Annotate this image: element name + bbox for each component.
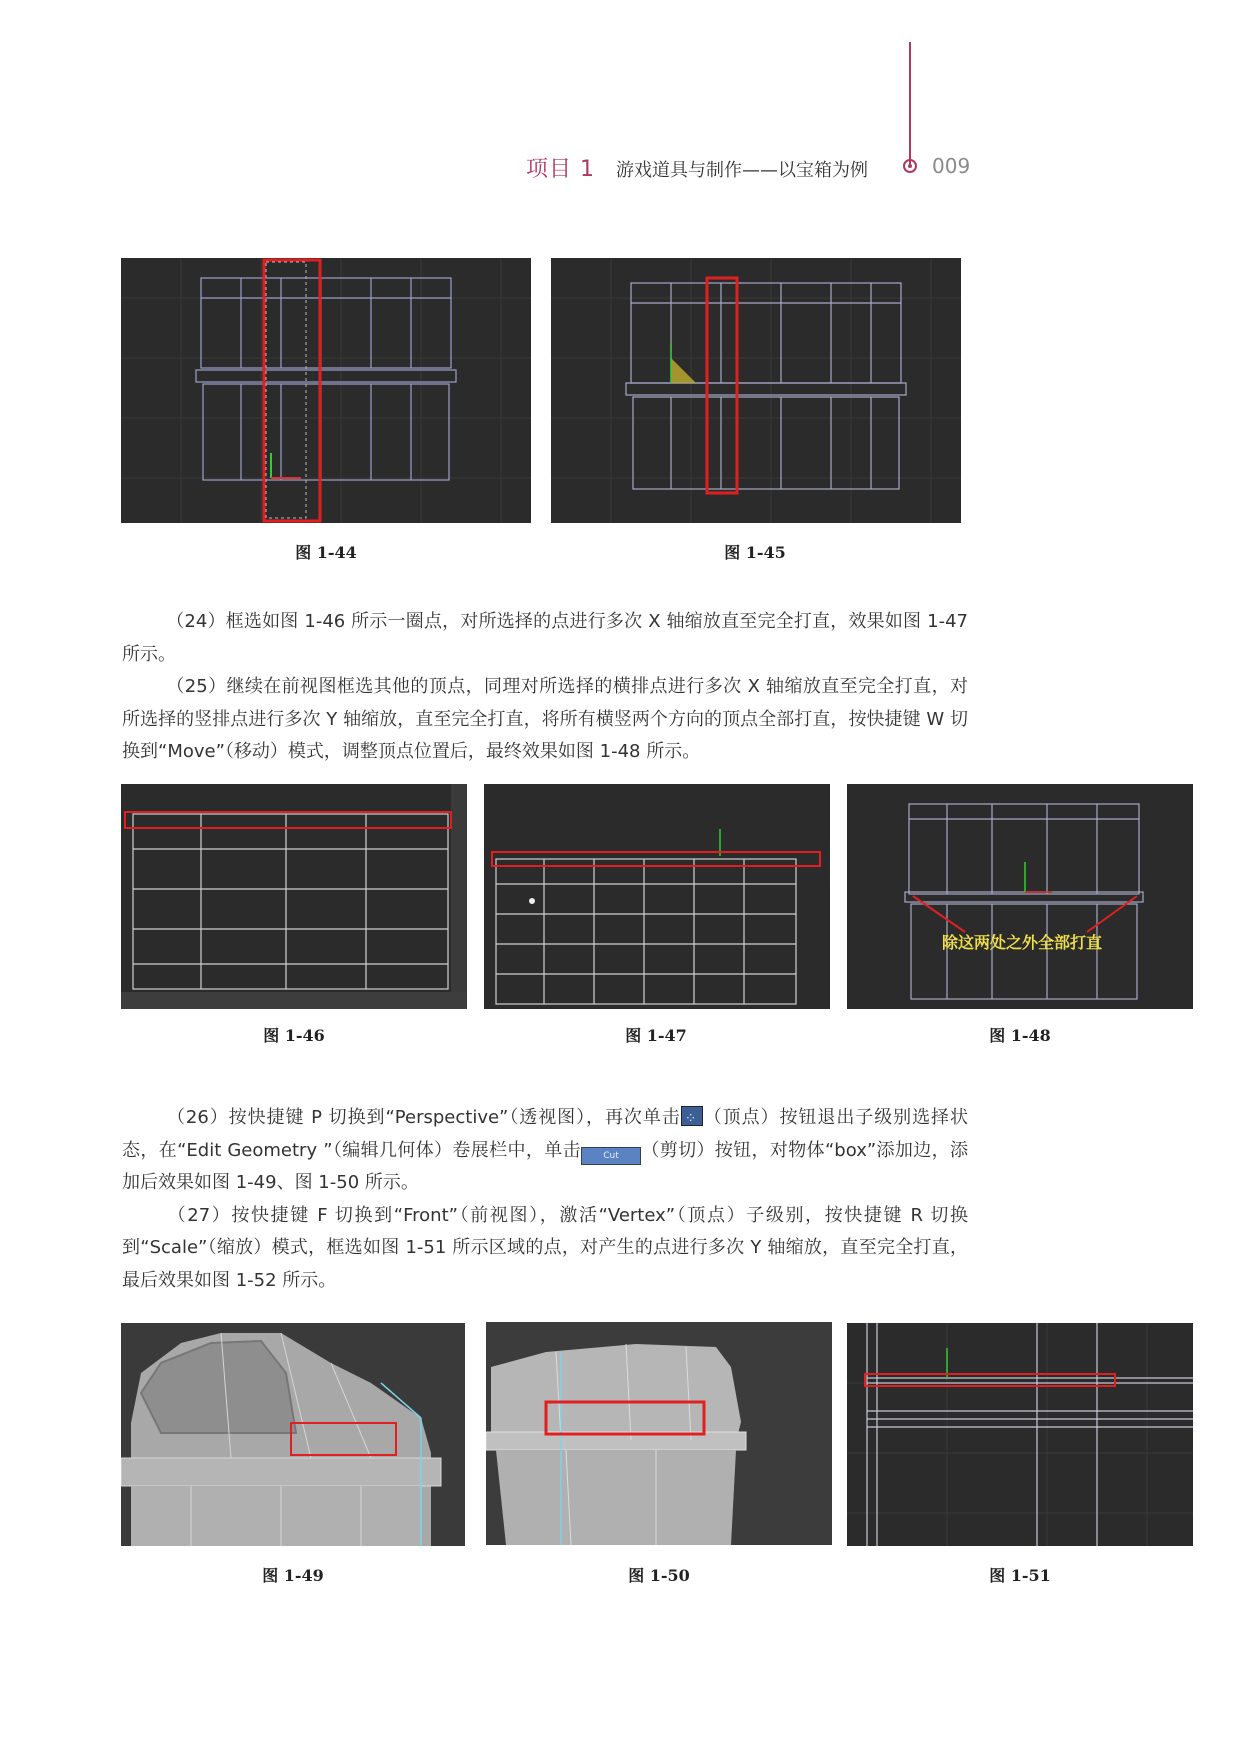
viewport-front-scale [551,258,961,523]
running-header [0,152,1240,186]
figure-1-49 [121,1323,465,1546]
caption-1-48: 图 1-48 [989,1026,1051,1045]
body-text-block-1 [122,606,968,769]
step-27-text: （27）按快捷键 F 切换到“Front”（前视图），激活“Vertex”（顶点）子级别，按快捷键 R 切换到“Scale”（缩放）模式，框选如图 1-51 所示区域的点，对产生的点进行多次 Y 轴缩放，直至完全打直，最后效果如图 1-52 所示。 [122,1204,968,1291]
step-25-text: （25）继续在前视图框选其他的顶点，同理对所选择的横排点进行多次 X 轴缩放直至完全打直，对所选择的竖排点进行多次 Y 轴缩放，直至完全打直，将所有横竖两个方向的顶点全部打直，按快捷键 W 切换到“Move”（移动）模式，调整顶点位置后，最终效果如图 1-48 所示。 [122,676,968,762]
viewport-perspective-edges [486,1322,832,1545]
viewport-scaled-result [484,784,830,1009]
caption-1-46: 图 1-46 [263,1026,325,1045]
caption-1-47: 图 1-47 [625,1026,687,1045]
caption-1-45: 图 1-45 [724,543,786,562]
header-rule [909,42,911,164]
viewport-loop-select [121,784,467,1009]
project-label: 项目 1 [526,157,595,182]
viewport-perspective-cut [121,1323,465,1546]
figure-annotation: 除这两处之外全部打直 [942,933,1103,952]
viewport-front-selection [121,258,531,523]
caption-1-50: 图 1-50 [628,1566,690,1585]
viewport-front-zoom [847,1323,1193,1546]
page-number: 009 [932,154,971,178]
figure-1-45 [551,258,961,523]
figure-1-50 [486,1322,832,1545]
body-text-block-2 [122,1102,968,1297]
figure-1-47 [484,784,830,1009]
caption-1-44: 图 1-44 [295,543,357,562]
figure-1-51 [847,1323,1193,1546]
step-26-text: （26）按快捷键 P 切换到“Perspective”（透视图），再次单击⁘ （顶点）按钮退出子级别选择状态，在“Edit Geometry ”（编辑几何体）卷展栏中，单击 Cut （剪切）按钮，对物体“box”添加边，添加后效果如图 1-49、图 1-50 所示。 [122,1102,968,1200]
figure-1-44 [121,258,531,523]
vertex-button-icon [681,1106,703,1126]
figure-1-46 [121,784,467,1009]
caption-1-49: 图 1-49 [262,1566,324,1585]
cut-button-icon: Cut [581,1147,641,1165]
viewport-straightened [847,784,1193,1009]
caption-1-51: 图 1-51 [989,1566,1051,1585]
bullet-dot-icon [903,159,917,173]
chapter-title: 游戏道具与制作——以宝箱为例 [616,160,868,181]
figure-1-48 [847,784,1193,1009]
step-24-text: （24）框选如图 1-46 所示一圈点，对所选择的点进行多次 X 轴缩放直至完全打直，效果如图 1-47 所示。 [122,611,968,665]
